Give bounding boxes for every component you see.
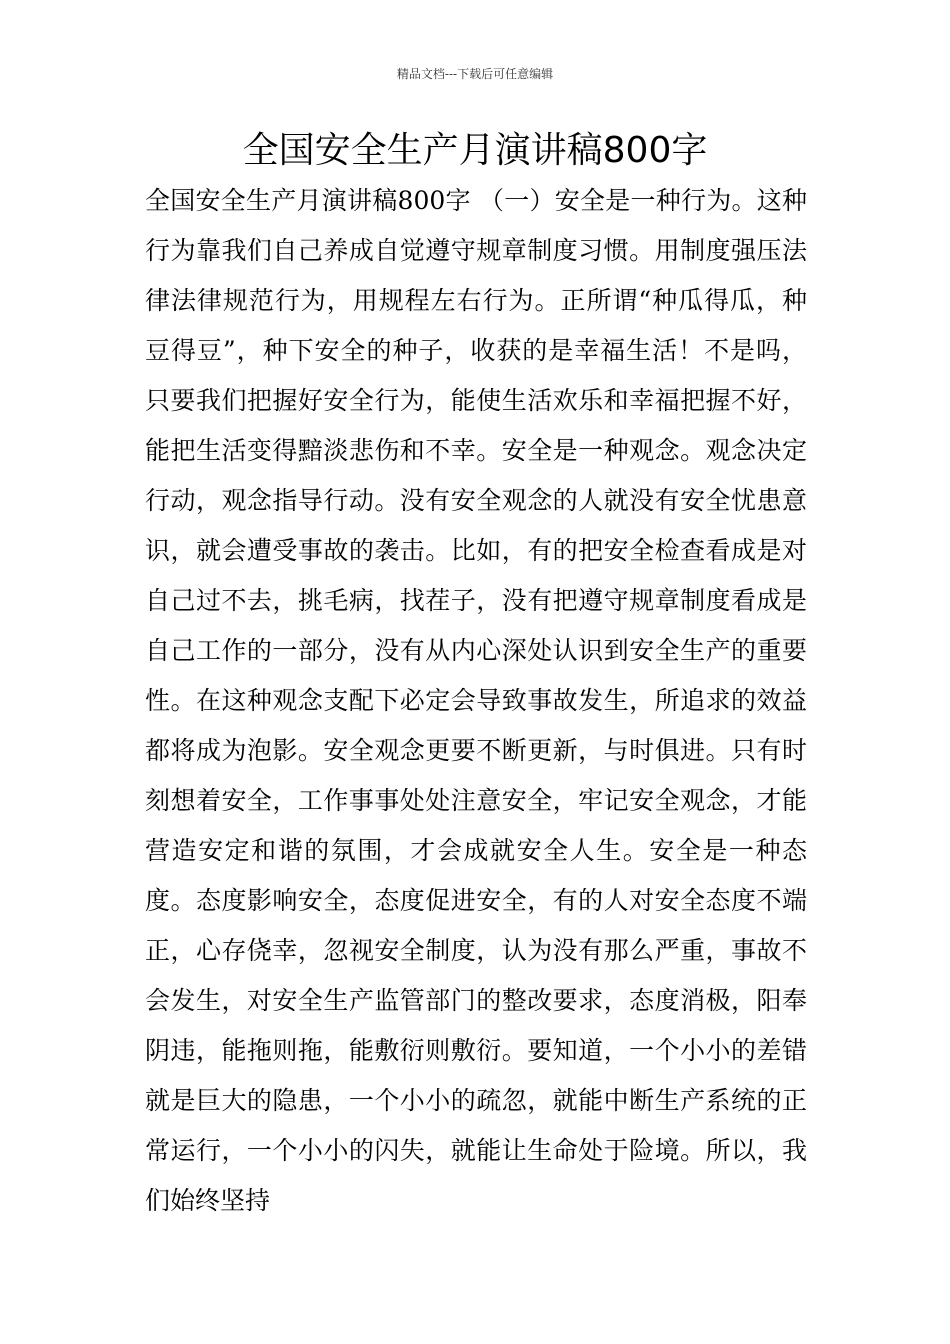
document-title: 全国安全生产月演讲稿800字 xyxy=(242,130,708,171)
header-note: 精品文档---下载后可任意编辑 xyxy=(396,67,554,81)
document-body-text: 全国安全生产月演讲稿800字 （一）安全是一种行为。这种行为靠我们自己养成自觉遵守规章制度习惯。用制度强压法律法律规范行为，用规程左右行为。正所谓“种瓜得瓜，种豆得豆”，种下安全的种子，收获的是幸福生活！不是吗，只要我们把握好安全行为，能使生活欢乐和幸福把握不好，能把生活变得黯淡悲伤和不幸。安全是一种观念。观念决定行动，观念指导行动。没有安全观念的人就没有安全忧患意识，就会遭受事故的袭击。比如，有的把安全检查看成是对自己过不去，挑毛病，找茬子，没有把遵守规章制度看成是自己工作的一部分，没有从内心深处认识到安全生产的重要性。在这种观念支配下必定会导致事故发生，所追求的效益都将成为泡影。安全观念更要不断更新，与时俱进。只有时刻想着安全，工作事事处处注意安全，牢记安全观念，才能营造安定和谐的氛围，才会成就安全人生。安全是一种态度。态度影响安全，态度促进安全，有的人对安全态度不端正，心存侥幸，忽视安全制度，认为没有那么严重，事故不会发生，对安全生产监管部门的整改要求，态度消极，阳奉阴违，能拖则拖，能敷衍则敷衍。要知道，一个小小的差错就是巨大的隐患，一个小小的疏忽，就能中断生产系统的正常运行，一个小小的闪失，就能让生命处于险境。所以，我们始终坚持 xyxy=(145,186,807,1215)
